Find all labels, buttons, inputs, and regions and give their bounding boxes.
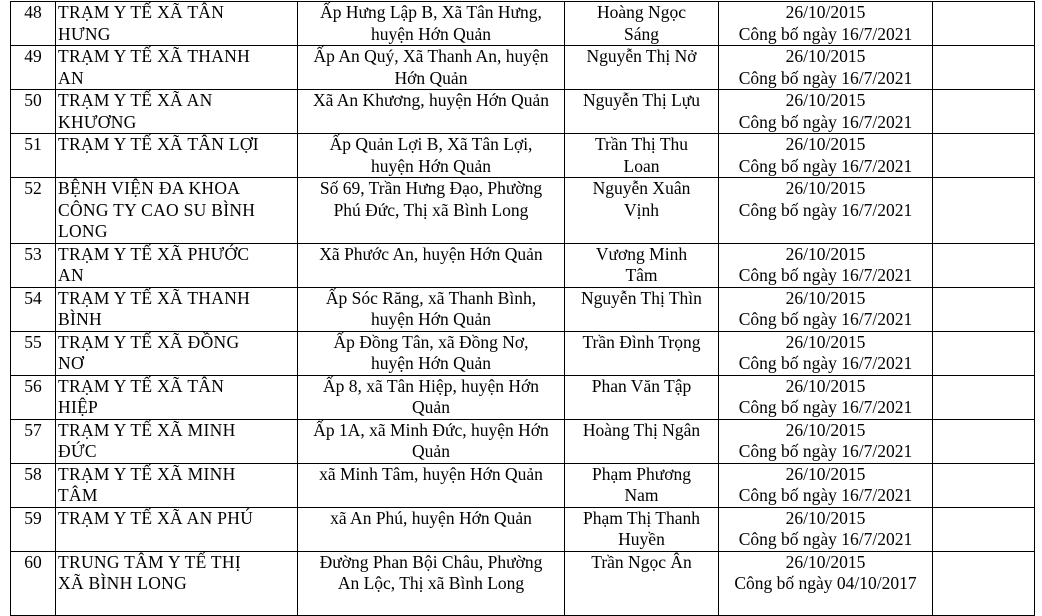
note-cell <box>933 331 1035 375</box>
facility-registry-table <box>10 1 1035 616</box>
date-cell <box>719 178 933 244</box>
date-cell <box>719 90 933 134</box>
person-line: Loan <box>623 155 660 176</box>
person-line: Nguyễn Thị Lựu <box>582 90 701 110</box>
facility-name-cell <box>56 90 298 134</box>
person-line: Trần Ngọc Ân <box>591 551 692 572</box>
address-line: huyện Hớn Quản <box>370 309 492 329</box>
announcement-date: Công bố ngày 16/7/2021 <box>738 397 913 417</box>
note-cell <box>933 90 1035 134</box>
person-in-charge-cell <box>565 243 719 287</box>
table-row <box>11 375 1035 419</box>
address-cell <box>298 419 565 463</box>
person-line: Sáng <box>624 23 659 44</box>
note-cell <box>933 178 1035 244</box>
person-line: Hoàng Ngọc <box>597 2 686 22</box>
announcement-date: Công bố ngày 16/7/2021 <box>738 67 913 88</box>
registry-table-wrapper <box>10 1 1035 616</box>
address-line: Đường Phan Bội Châu, Phường <box>319 551 543 572</box>
address-line: Ấp Hưng Lập B, Xã Tân Hưng, <box>320 2 542 22</box>
person-in-charge-cell <box>565 46 719 90</box>
address-line: Ấp 1A, xã Minh Đức, huyện Hớn <box>313 419 549 440</box>
row-number-cell: 60 <box>11 551 56 615</box>
table-row <box>11 90 1035 134</box>
row-number-cell: 48 <box>11 2 56 46</box>
facility-name-line: TRẠM Y TẾ XÃ ĐỒNG <box>58 331 240 352</box>
registration-date: 26/10/2015 <box>785 463 866 484</box>
person-in-charge-cell <box>565 551 719 615</box>
facility-name-line: BÌNH <box>58 309 102 329</box>
address-line: An Lộc, Thị xã Bình Long <box>337 573 525 593</box>
facility-name-cell <box>56 419 298 463</box>
address-line: Quản <box>412 397 450 417</box>
address-line: xã Minh Tâm, huyện Hớn Quản <box>319 463 543 484</box>
facility-name-line: XÃ BÌNH LONG <box>58 573 188 593</box>
announcement-date: Công bố ngày 16/7/2021 <box>738 111 913 132</box>
address-line: Ấp An Quý, Xã Thanh An, huyện <box>313 46 549 66</box>
person-line: Hoàng Thị Ngân <box>582 419 701 440</box>
address-line: Ấp Sóc Răng, xã Thanh Bình, <box>325 287 537 308</box>
facility-name-line: TRẠM Y TẾ XÃ MINH <box>58 463 236 484</box>
person-line: Vịnh <box>624 199 659 220</box>
date-cell <box>719 46 933 90</box>
date-cell <box>719 375 933 419</box>
person-in-charge-cell <box>565 178 719 244</box>
address-cell <box>298 551 565 615</box>
person-in-charge-cell <box>565 134 719 178</box>
person-line: Tâm <box>625 265 658 285</box>
facility-name-line: HƯNG <box>58 23 111 44</box>
address-cell <box>298 178 565 244</box>
address-cell <box>298 331 565 375</box>
note-cell <box>933 507 1035 551</box>
row-number-cell: 56 <box>11 375 56 419</box>
table-row <box>11 551 1035 615</box>
facility-name-line: TRẠM Y TẾ XÃ THANH <box>58 287 251 308</box>
row-number-cell: 58 <box>11 463 56 507</box>
note-cell <box>933 134 1035 178</box>
announcement-date: Công bố ngày 16/7/2021 <box>738 485 913 505</box>
table-body <box>11 2 1035 616</box>
facility-name-cell <box>56 287 298 331</box>
facility-name-line: TRẠM Y TẾ XÃ AN <box>58 90 213 110</box>
address-line: Ấp Quản Lợi B, Xã Tân Lợi, <box>329 134 533 154</box>
table-row <box>11 419 1035 463</box>
facility-name-line: TRẠM Y TẾ XÃ AN PHÚ <box>58 507 254 528</box>
person-in-charge-cell <box>565 463 719 507</box>
facility-name-cell <box>56 463 298 507</box>
date-cell <box>719 2 933 46</box>
address-line: Hớn Quản <box>394 67 468 88</box>
address-cell <box>298 375 565 419</box>
address-cell <box>298 2 565 46</box>
row-number-cell: 55 <box>11 331 56 375</box>
announcement-date: Công bố ngày 04/10/2017 <box>734 573 917 593</box>
registration-date: 26/10/2015 <box>785 134 866 154</box>
facility-name-cell <box>56 551 298 615</box>
address-line: huyện Hớn Quản <box>370 23 492 44</box>
person-line: Vương Minh <box>595 243 688 264</box>
table-row <box>11 46 1035 90</box>
facility-name-line: TRẠM Y TẾ XÃ TÂN <box>58 2 225 22</box>
row-number-cell: 51 <box>11 134 56 178</box>
facility-name-line: LONG <box>58 221 108 241</box>
address-cell <box>298 463 565 507</box>
facility-name-line: AN <box>58 265 84 285</box>
address-line: Ấp Đồng Tân, xã Đồng Nơ, <box>333 331 529 352</box>
address-line: huyện Hớn Quản <box>370 353 492 373</box>
date-cell <box>719 419 933 463</box>
date-cell <box>719 287 933 331</box>
facility-name-line: BỆNH VIỆN ĐA KHOA <box>58 178 241 198</box>
date-cell <box>719 551 933 615</box>
note-cell <box>933 287 1035 331</box>
row-number-cell: 54 <box>11 287 56 331</box>
registration-date: 26/10/2015 <box>785 331 866 352</box>
registration-date: 26/10/2015 <box>785 419 866 440</box>
date-cell <box>719 331 933 375</box>
facility-name-line: TÂM <box>58 485 98 505</box>
person-line: Phạm Phương <box>592 463 691 484</box>
facility-name-line: TRUNG TÂM Y TẾ THỊ <box>58 551 241 572</box>
address-line: Số 69, Trần Hưng Đạo, Phường <box>319 178 543 198</box>
person-in-charge-cell <box>565 419 719 463</box>
person-in-charge-cell <box>565 287 719 331</box>
facility-name-line: KHƯƠNG <box>58 111 137 132</box>
note-cell <box>933 551 1035 615</box>
person-in-charge-cell <box>565 90 719 134</box>
address-cell <box>298 287 565 331</box>
facility-name-line: TRẠM Y TẾ XÃ TÂN LỢI <box>58 134 259 154</box>
date-cell <box>719 243 933 287</box>
registration-date: 26/10/2015 <box>785 2 866 22</box>
table-row <box>11 463 1035 507</box>
date-cell <box>719 463 933 507</box>
facility-name-cell <box>56 2 298 46</box>
address-line: xã An Phú, huyện Hớn Quản <box>330 507 532 528</box>
table-row <box>11 178 1035 244</box>
person-line: Huyền <box>618 529 665 549</box>
facility-name-line: TRẠM Y TẾ XÃ PHƯỚC <box>58 243 250 264</box>
address-cell <box>298 90 565 134</box>
person-in-charge-cell <box>565 507 719 551</box>
announcement-date: Công bố ngày 16/7/2021 <box>738 353 913 373</box>
table-row <box>11 287 1035 331</box>
registration-date: 26/10/2015 <box>785 551 866 572</box>
facility-name-line: NƠ <box>58 353 84 373</box>
table-row <box>11 507 1035 551</box>
registration-date: 26/10/2015 <box>785 507 866 528</box>
address-cell <box>298 243 565 287</box>
date-cell <box>719 134 933 178</box>
address-line: Ấp 8, xã Tân Hiệp, huyện Hớn <box>323 375 539 396</box>
announcement-date: Công bố ngày 16/7/2021 <box>738 265 913 285</box>
registration-date: 26/10/2015 <box>785 287 866 308</box>
row-number-cell: 49 <box>11 46 56 90</box>
registration-date: 26/10/2015 <box>785 46 866 66</box>
person-line: Phạm Thị Thanh <box>583 507 700 528</box>
facility-name-cell <box>56 331 298 375</box>
address-line: Xã An Khương, huyện Hớn Quản <box>312 90 550 110</box>
address-line: Phú Đức, Thị xã Bình Long <box>333 199 529 220</box>
row-number-cell: 59 <box>11 507 56 551</box>
note-cell <box>933 375 1035 419</box>
facility-name-cell <box>56 243 298 287</box>
table-row <box>11 331 1035 375</box>
facility-name-line: TRẠM Y TẾ XÃ THANH <box>58 46 251 66</box>
note-cell <box>933 419 1035 463</box>
address-cell <box>298 46 565 90</box>
address-cell <box>298 134 565 178</box>
person-in-charge-cell <box>565 2 719 46</box>
facility-name-cell <box>56 178 298 244</box>
registration-date: 26/10/2015 <box>785 178 866 198</box>
address-line: Xã Phước An, huyện Hớn Quản <box>319 243 543 264</box>
registration-date: 26/10/2015 <box>785 375 866 396</box>
registration-date: 26/10/2015 <box>785 90 866 110</box>
person-line: Trần Thị Thu <box>594 134 689 154</box>
row-number-cell: 57 <box>11 419 56 463</box>
address-line: Quản <box>412 441 450 461</box>
facility-name-line: CÔNG TY CAO SU BÌNH <box>58 199 256 220</box>
announcement-date: Công bố ngày 16/7/2021 <box>738 441 913 461</box>
facility-name-line: TRẠM Y TẾ XÃ TÂN <box>58 375 225 396</box>
registration-date: 26/10/2015 <box>785 243 866 264</box>
person-line: Nam <box>624 485 659 505</box>
facility-name-line: AN <box>58 67 84 88</box>
announcement-date: Công bố ngày 16/7/2021 <box>738 155 913 176</box>
announcement-date: Công bố ngày 16/7/2021 <box>738 23 913 44</box>
facility-name-cell <box>56 507 298 551</box>
note-cell <box>933 46 1035 90</box>
address-cell <box>298 507 565 551</box>
person-line: Nguyễn Thị Thìn <box>581 287 702 308</box>
person-line: Trần Đình Trọng <box>582 331 701 352</box>
address-line: huyện Hớn Quản <box>370 155 492 176</box>
facility-name-cell <box>56 134 298 178</box>
person-line: Phan Văn Tập <box>591 375 692 396</box>
facility-name-cell <box>56 375 298 419</box>
facility-name-line: TRẠM Y TẾ XÃ MINH <box>58 419 236 440</box>
person-in-charge-cell <box>565 375 719 419</box>
facility-name-line: ĐỨC <box>58 441 97 461</box>
table-row <box>11 2 1035 46</box>
person-line: Nguyễn Thị Nở <box>586 46 697 66</box>
note-cell <box>933 2 1035 46</box>
note-cell <box>933 243 1035 287</box>
announcement-date: Công bố ngày 16/7/2021 <box>738 529 913 549</box>
facility-name-line: HIỆP <box>58 397 99 417</box>
facility-name-cell <box>56 46 298 90</box>
table-row <box>11 243 1035 287</box>
announcement-date: Công bố ngày 16/7/2021 <box>738 309 913 329</box>
person-line: Nguyễn Xuân <box>592 178 691 198</box>
note-cell <box>933 463 1035 507</box>
row-number-cell: 53 <box>11 243 56 287</box>
announcement-date: Công bố ngày 16/7/2021 <box>738 199 913 220</box>
person-in-charge-cell <box>565 331 719 375</box>
row-number-cell: 52 <box>11 178 56 244</box>
row-number-cell: 50 <box>11 90 56 134</box>
table-row <box>11 134 1035 178</box>
date-cell <box>719 507 933 551</box>
